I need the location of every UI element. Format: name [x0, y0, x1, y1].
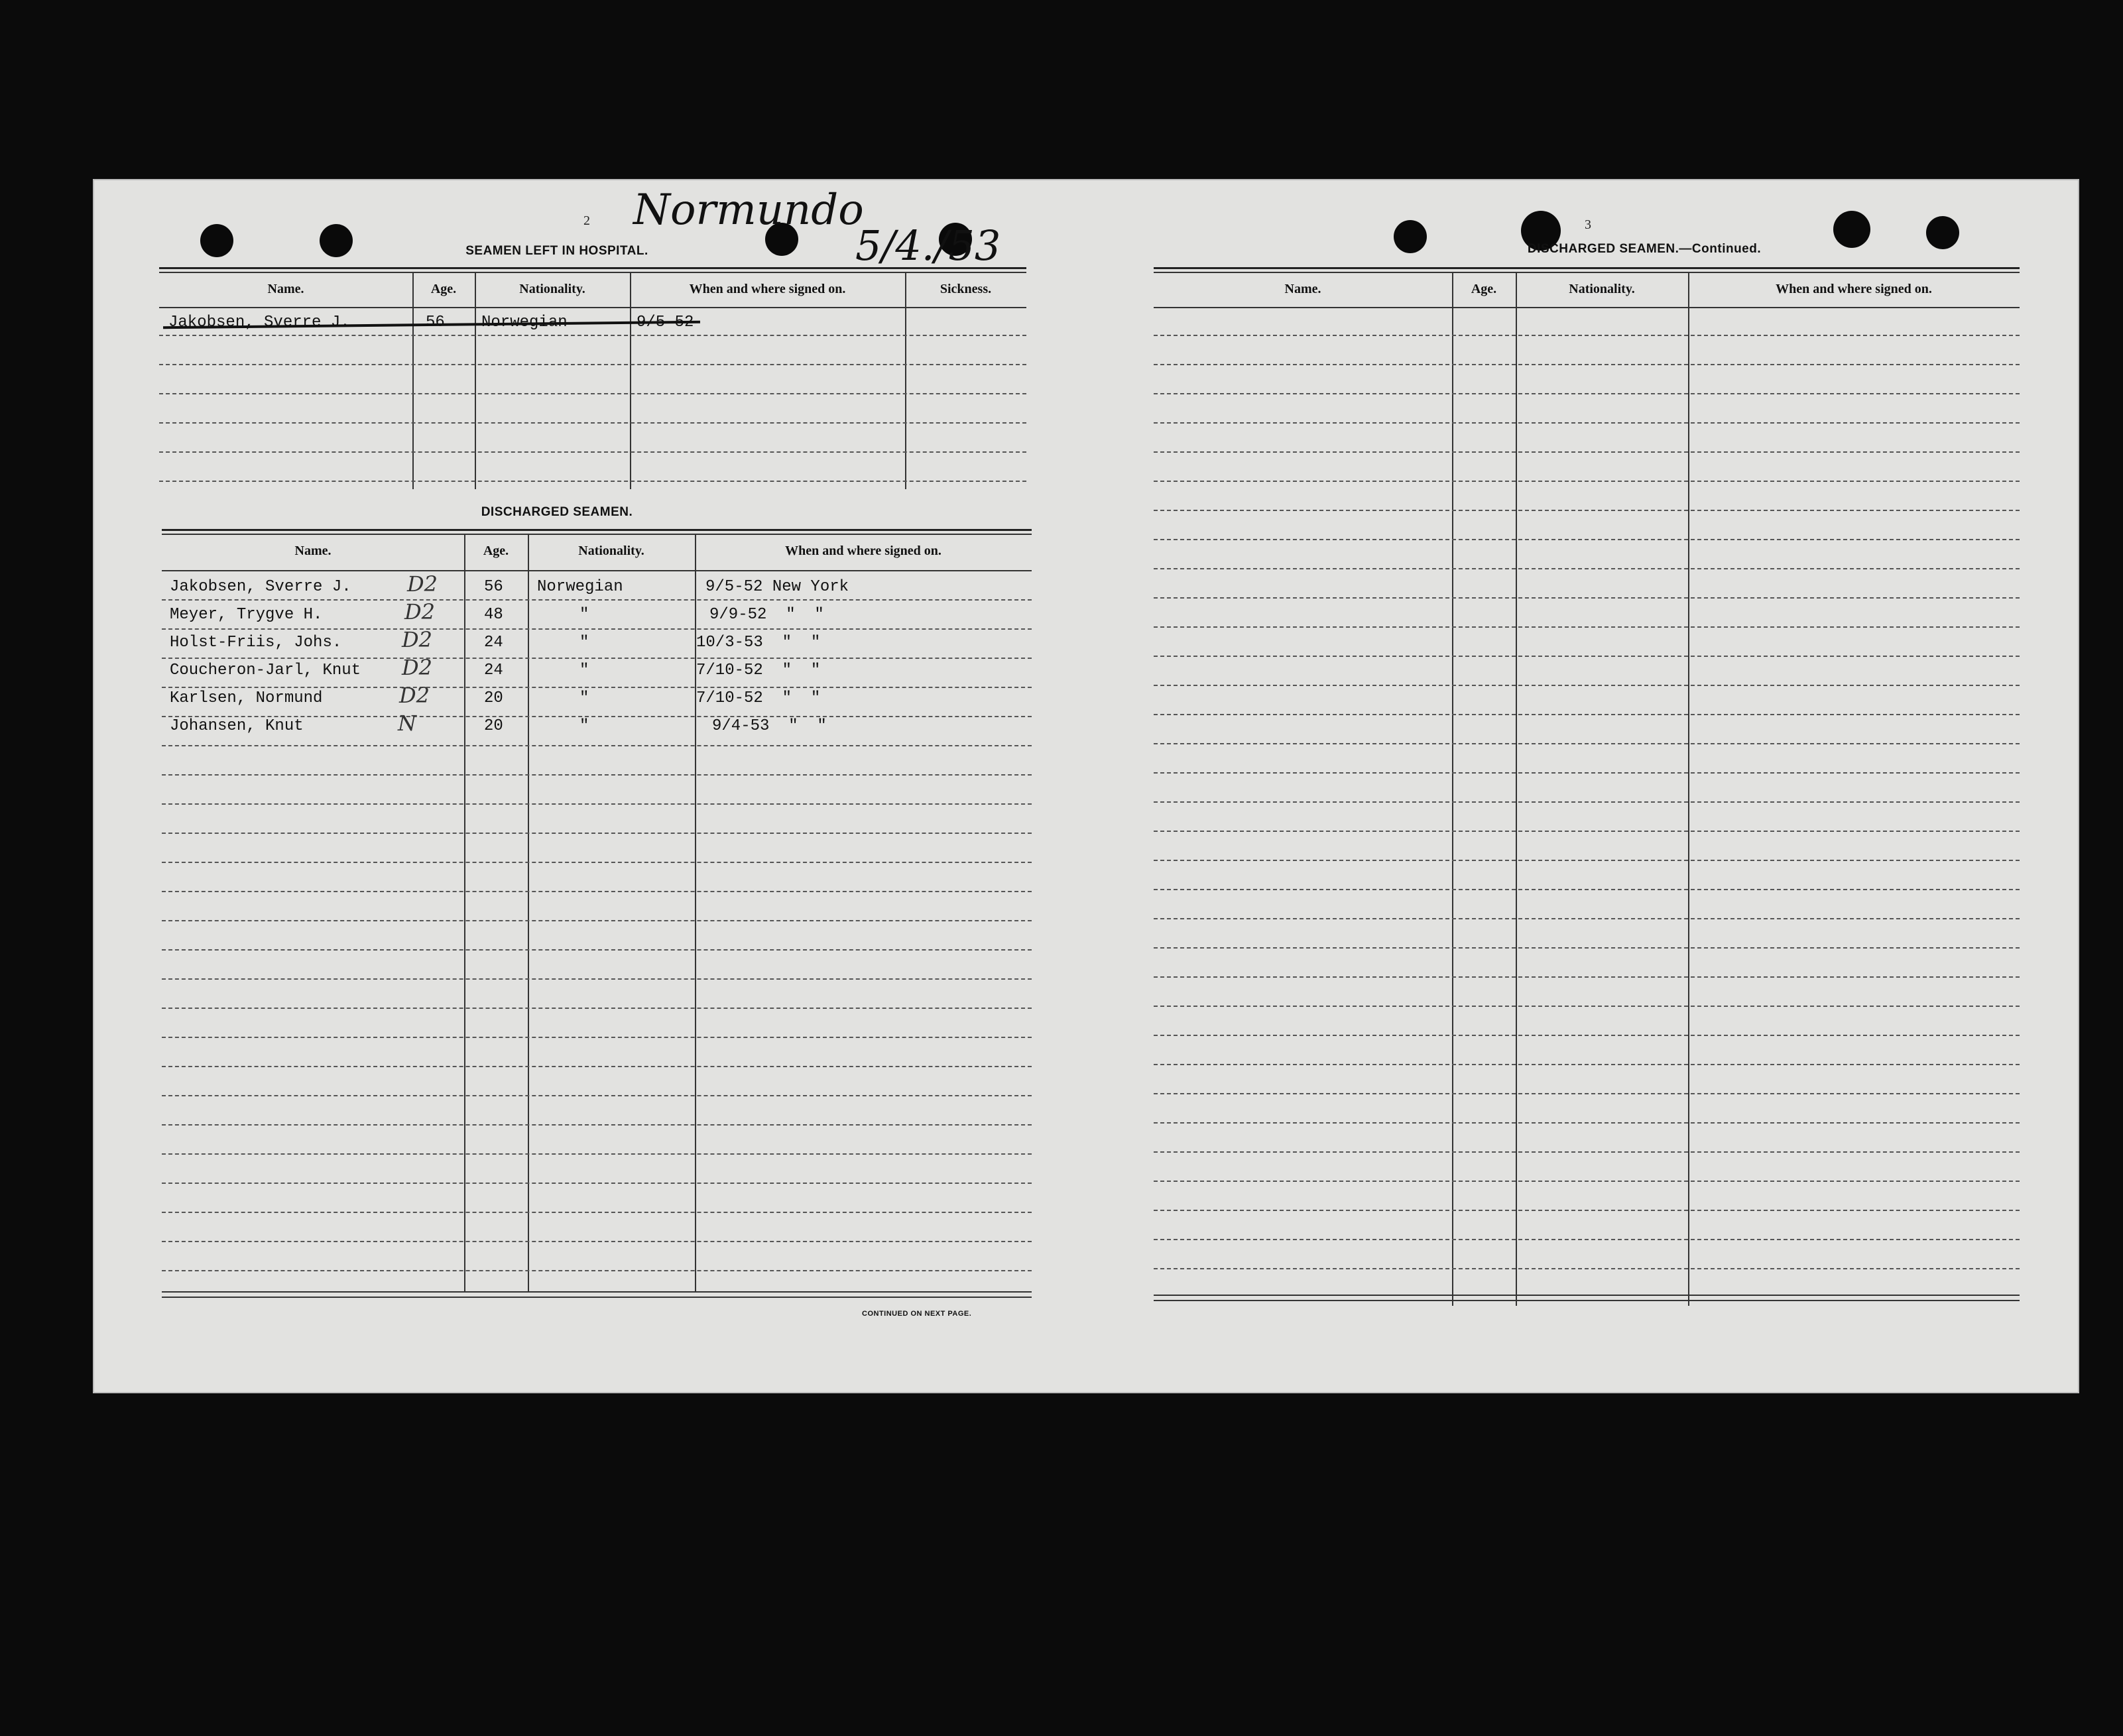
- row-nationality: ": [579, 689, 589, 707]
- col-header-name: Name.: [267, 282, 304, 296]
- continued-footer: CONTINUED ON NEXT PAGE.: [862, 1310, 972, 1318]
- handwritten-mark: D2: [402, 655, 433, 680]
- hospital-row-signed-on: 9/5-52: [637, 314, 694, 331]
- row-name: Meyer, Trygve H.: [170, 606, 323, 624]
- punch-hole: [1394, 220, 1427, 253]
- row-age: 24: [484, 662, 503, 679]
- row-name: Jakobsen, Sverre J.: [170, 578, 351, 596]
- handwritten-ship-name: Normundo: [633, 186, 864, 235]
- row-nationality: ": [579, 606, 589, 624]
- hospital-table: [159, 267, 1026, 494]
- hospital-row-nationality: Norwegian: [481, 314, 568, 331]
- col-header-nationality: Nationality.: [1569, 282, 1635, 296]
- col-header-age: Age.: [1471, 282, 1497, 296]
- row-signed-on: 9/9-52 " ": [709, 606, 824, 624]
- row-nationality: ": [579, 662, 589, 679]
- discharged-section-title: DISCHARGED SEAMEN.: [481, 505, 633, 519]
- discharged-table: [162, 529, 1032, 1299]
- row-age: 48: [484, 606, 503, 624]
- left-page: [93, 179, 1087, 1393]
- row-nationality: ": [579, 634, 589, 652]
- row-nationality: Norwegian: [537, 578, 623, 596]
- col-header-age: Age.: [483, 544, 509, 558]
- col-header-nationality: Nationality.: [578, 544, 644, 558]
- page-number: 2: [583, 213, 590, 228]
- handwritten-mark: D2: [407, 571, 438, 597]
- row-signed-on: 9/4-53 " ": [712, 717, 827, 735]
- row-age: 56: [484, 578, 503, 596]
- row-age: 20: [484, 717, 503, 735]
- handwritten-mark: D2: [402, 627, 433, 652]
- handwritten-date: 5/4./53: [855, 221, 1001, 270]
- hospital-row-age: 56: [426, 314, 445, 331]
- row-age: 20: [484, 689, 503, 707]
- row-name: Karlsen, Normund: [170, 689, 323, 707]
- col-header-name: Name.: [1284, 282, 1321, 296]
- col-header-age: Age.: [430, 282, 457, 296]
- handwritten-mark: D2: [399, 683, 430, 708]
- discharged-continued-title: DISCHARGED SEAMEN.—Continued.: [1527, 242, 1762, 256]
- handwritten-mark: N: [398, 711, 416, 736]
- row-name: Coucheron-Jarl, Knut: [170, 662, 361, 679]
- col-header-signed-on: When and where signed on.: [785, 544, 941, 558]
- handwritten-mark: D2: [404, 599, 436, 624]
- page-number: 3: [1585, 217, 1591, 232]
- document-sheet: [93, 179, 2079, 1393]
- discharged-continued-table: [1154, 267, 2020, 1304]
- row-nationality: ": [579, 717, 589, 735]
- row-name: Johansen, Knut: [170, 717, 304, 735]
- punch-hole: [1926, 216, 1959, 249]
- row-signed-on: 9/5-52 New York: [705, 578, 849, 596]
- row-name: Holst-Friis, Johs.: [170, 634, 342, 652]
- right-page: [1087, 179, 2079, 1393]
- hospital-section-title: SEAMEN LEFT IN HOSPITAL.: [465, 244, 648, 258]
- punch-hole: [320, 224, 353, 257]
- row-signed-on: 10/3-53 " ": [696, 634, 821, 652]
- row-signed-on: 7/10-52 " ": [696, 662, 821, 679]
- row-signed-on: 7/10-52 " ": [696, 689, 821, 707]
- col-header-signed-on: When and where signed on.: [689, 282, 846, 296]
- col-header-signed-on: When and where signed on.: [1776, 282, 1932, 296]
- row-age: 24: [484, 634, 503, 652]
- col-header-sickness: Sickness.: [940, 282, 992, 296]
- col-header-name: Name.: [294, 544, 332, 558]
- col-header-nationality: Nationality.: [519, 282, 585, 296]
- punch-hole: [200, 224, 233, 257]
- hospital-row-name: Jakobsen, Sverre J.: [168, 314, 350, 331]
